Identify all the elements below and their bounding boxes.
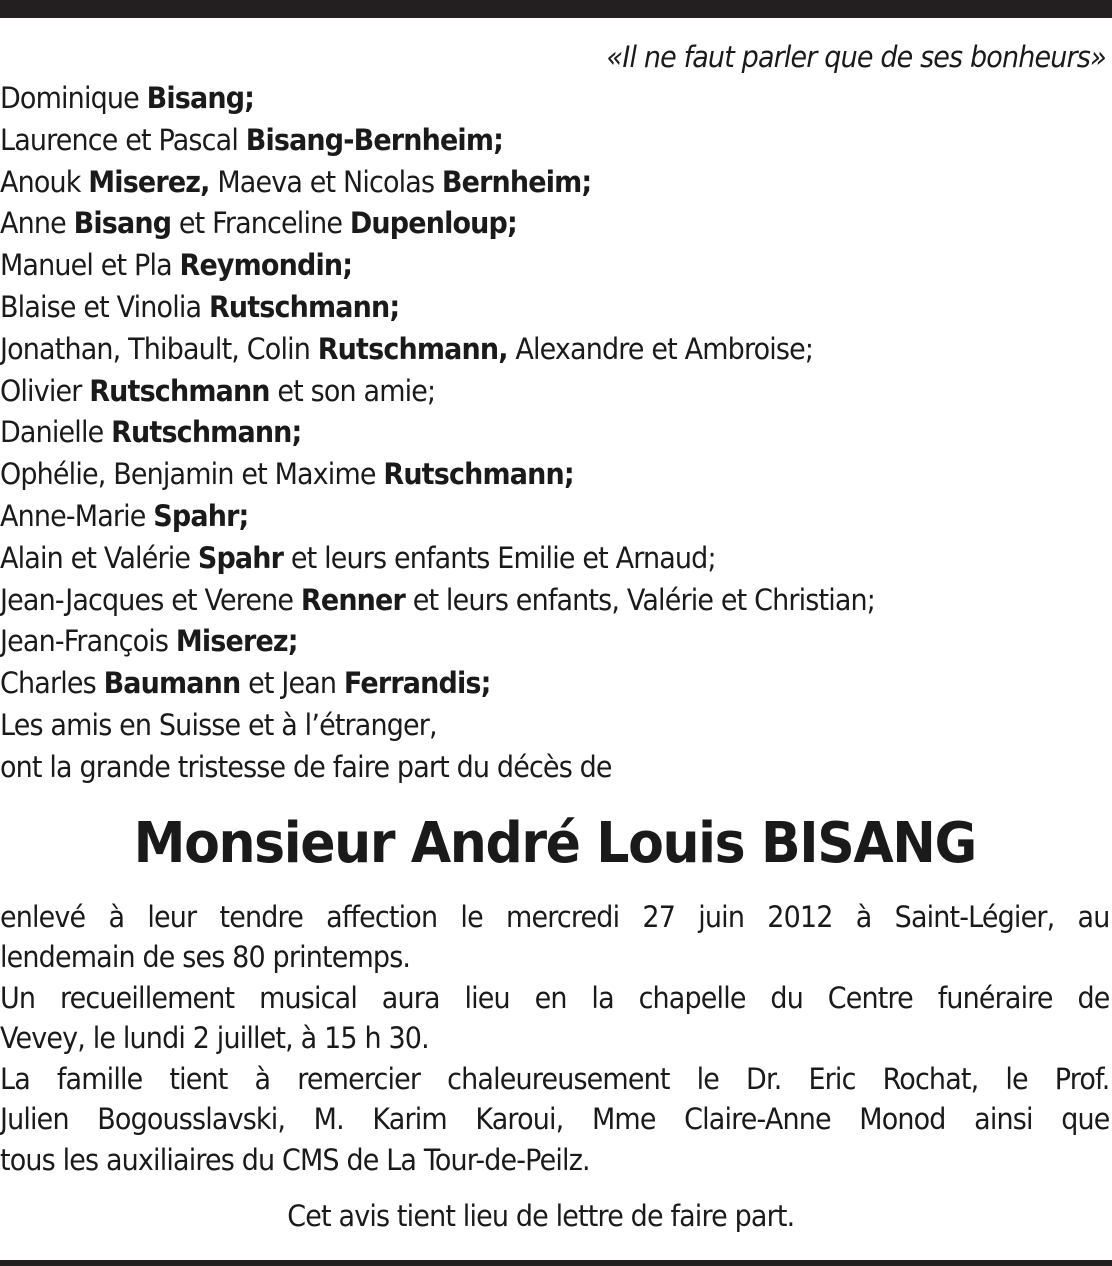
notice-paragraph — [0, 1059, 1109, 1181]
family-text: Les amis en Suisse et à l’étranger, — [0, 707, 437, 742]
paragraph-line: La famille tient à remercier chaleureusement le Dr. Eric Rochat, le Prof. — [0, 1061, 1110, 1096]
family-surname: Miserez; — [175, 624, 298, 659]
family-line — [0, 580, 1109, 622]
paragraph-line: Un recueillement musical aura lieu en la chapelle du Centre funéraire de — [0, 980, 1110, 1015]
family-text: et leurs enfants, Valérie et Christian; — [404, 582, 876, 617]
family-text: Anouk — [0, 164, 89, 199]
family-line — [0, 371, 1109, 413]
deceased-name: Monsieur André Louis BISANG — [133, 810, 976, 876]
family-text: Jean-François — [0, 624, 176, 659]
family-text: Anne — [0, 206, 74, 241]
family-text: Laurence et Pascal — [0, 122, 246, 157]
family-text: et leurs enfants Emilie et Arnaud; — [283, 540, 716, 575]
paragraph-line: Julien Bogousslavski, M. Karim Karoui, Mme Claire-Anne Monod ainsi que — [0, 1102, 1110, 1137]
family-line — [0, 120, 1109, 162]
family-surname: Bisang; — [146, 81, 255, 115]
family-text: Maeva et Nicolas — [209, 164, 442, 199]
family-line — [0, 747, 1109, 789]
bottom-border-rule — [0, 1260, 1112, 1266]
family-line — [0, 78, 1109, 120]
family-line — [0, 538, 1109, 580]
top-border-rule — [0, 0, 1112, 18]
family-surname: Dupenloup; — [349, 206, 517, 241]
paragraph-line: tous les auxiliaires du CMS de La Tour-de-Peilz. — [0, 1142, 590, 1177]
paragraph-line: lendemain de ses 80 printemps. — [0, 940, 411, 975]
family-line — [0, 454, 1109, 496]
family-text: Manuel et Pla — [0, 248, 180, 283]
family-surname: Renner — [300, 582, 405, 617]
family-line — [0, 412, 1109, 454]
family-line — [0, 287, 1109, 329]
family-line — [0, 663, 1109, 705]
family-text: Charles — [0, 666, 104, 701]
epigraph-quote: «Il ne faut parler que de ses bonheurs» — [606, 40, 1106, 74]
family-line — [0, 496, 1109, 538]
family-surname: Rutschmann; — [111, 415, 302, 450]
family-line — [0, 705, 1109, 747]
family-line — [0, 329, 1109, 371]
family-text: Olivier — [0, 373, 90, 408]
notice-body — [0, 897, 1109, 1181]
family-surname: Spahr; — [153, 498, 249, 533]
family-text: Ophélie, Benjamin et Maxime — [0, 457, 384, 492]
closing-line: Cet avis tient lieu de lettre de faire part. — [287, 1199, 795, 1234]
family-surname: Rutschmann — [89, 373, 270, 408]
family-text: Anne-Marie — [0, 498, 154, 533]
family-line — [0, 203, 1109, 245]
family-list — [0, 78, 1109, 789]
family-surname: Rutschmann; — [383, 457, 574, 492]
family-surname: Baumann — [103, 666, 241, 701]
family-surname: Rutschmann; — [208, 289, 400, 324]
family-surname: Ferrandis; — [343, 666, 491, 701]
family-surname: Bisang-Bernheim; — [245, 122, 504, 157]
family-line — [0, 245, 1109, 287]
family-text: Jean-Jacques et Verene — [0, 582, 301, 617]
notice-paragraph — [0, 897, 1109, 978]
family-line — [0, 621, 1109, 663]
family-surname: Bernheim; — [441, 164, 592, 199]
family-text: et Jean — [240, 666, 344, 701]
family-text: Dominique — [0, 81, 147, 115]
family-text: ont la grande tristesse de faire part du décès de — [0, 749, 612, 784]
family-text: Jonathan, Thibault, Colin — [0, 331, 318, 366]
family-text: Blaise et Vinolia — [0, 289, 209, 324]
family-text: Alexandre et Ambroise; — [507, 331, 814, 366]
family-surname: Spahr — [197, 540, 284, 575]
notice-paragraph — [0, 978, 1109, 1059]
family-surname: Bisang — [73, 206, 172, 241]
paragraph-line: enlevé à leur tendre affection le mercredi 27 juin 2012 à Saint-Légier, au — [0, 899, 1110, 934]
family-surname: Miserez, — [88, 164, 210, 199]
death-notice — [0, 36, 1109, 1236]
family-surname: Rutschmann, — [317, 331, 508, 366]
family-text: Danielle — [0, 415, 112, 450]
paragraph-line: Vevey, le lundi 2 juillet, à 15 h 30. — [0, 1021, 429, 1056]
family-surname: Reymondin; — [179, 248, 353, 283]
family-line — [0, 162, 1109, 204]
family-text: et son amie; — [269, 373, 436, 408]
family-text: Alain et Valérie — [0, 540, 198, 575]
family-text: et Franceline — [171, 206, 350, 241]
